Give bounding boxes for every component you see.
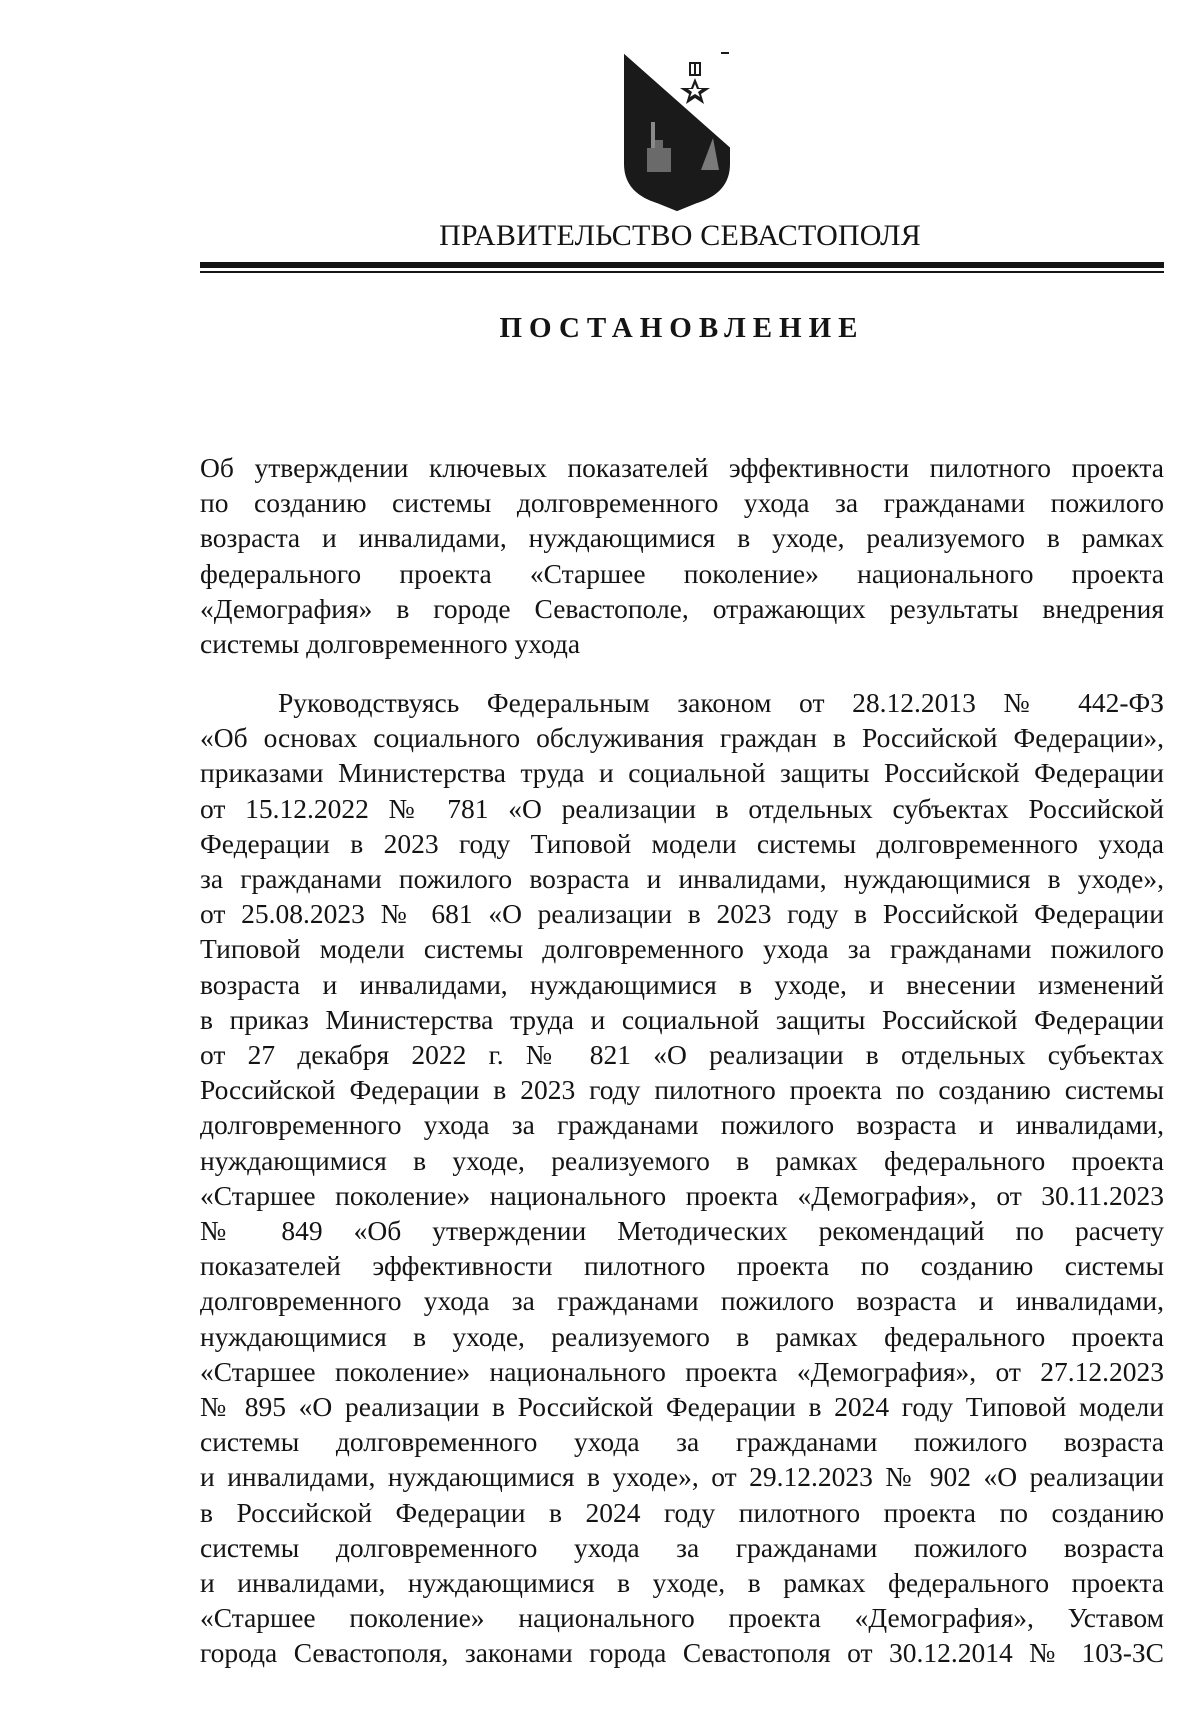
body-line: № 849 «Об утверждении Методических рекомендаций по расчету: [200, 1215, 1164, 1247]
header-divider-thick: [200, 262, 1164, 268]
body-line: нуждающимися в уходе, реализуемого в рамках федерального проекта: [200, 1320, 1164, 1352]
body-line: возраста и инвалидами, нуждающимися в уходе, и внесении изменений: [200, 968, 1164, 1000]
body-line: за гражданами пожилого возраста и инвалидами, нуждающимися в уходе»,: [200, 863, 1164, 895]
body-line: от 27 декабря 2022 г. № 821 «О реализации в отдельных субъектах: [200, 1039, 1164, 1071]
body-line: № 895 «О реализации в Российской Федерации в 2024 году Типовой модели: [200, 1391, 1164, 1423]
body-line: приказами Министерства труда и социальной защиты Российской Федерации: [200, 757, 1164, 789]
body-line: «Об основах социального обслуживания граждан в Российской Федерации»,: [200, 722, 1164, 754]
subject-line: федерального проекта «Старшее поколение» национального проекта: [200, 557, 1164, 589]
body-line: в Российской Федерации в 2024 году пилотного проекта по созданию: [200, 1496, 1164, 1528]
subject-line: Об утверждении ключевых показателей эффективности пилотного проекта: [200, 452, 1164, 483]
header-divider-thin: [200, 271, 1164, 273]
body-line: долговременного ухода за гражданами пожилого возраста и инвалидами,: [200, 1109, 1164, 1141]
body-line: и инвалидами, нуждающимися в уходе», от 29.12.2023 № 902 «О реализации: [200, 1461, 1164, 1493]
body-line: Типовой модели системы долговременного ухода за гражданами пожилого: [200, 933, 1164, 965]
body-line: нуждающимися в уходе, реализуемого в рамках федерального проекта: [200, 1144, 1164, 1176]
government-name: ПРАВИТЕЛЬСТВО СЕВАСТОПОЛЯ: [439, 219, 921, 252]
body-line: показателей эффективности пилотного проекта по созданию системы: [200, 1250, 1164, 1282]
body-line: «Старшее поколение» национального проекта «Демография», Уставом: [200, 1602, 1164, 1634]
body-line: и инвалидами, нуждающимися в уходе, в рамках федерального проекта: [200, 1567, 1164, 1599]
body-line: Российской Федерации в 2023 году пилотного проекта по созданию системы: [200, 1074, 1164, 1106]
subject-line: по созданию системы долговременного ухода за гражданами пожилого: [200, 487, 1164, 519]
document-body: [200, 685, 1164, 1671]
body-line: от 15.12.2022 № 781 «О реализации в отдельных субъектах Российской: [200, 792, 1164, 824]
subject-line: «Демография» в городе Севастополе, отражающих результаты внедрения: [200, 592, 1164, 624]
body-line: Руководствуясь Федеральным законом от 28.12.2013 № 442-ФЗ: [278, 687, 1164, 718]
body-line: в приказ Министерства труда и социальной защиты Российской Федерации: [200, 1003, 1164, 1035]
document-subject: [200, 450, 1164, 661]
body-line: системы долговременного ухода за гражданами пожилого возраста: [200, 1426, 1164, 1458]
body-line: города Севастополя, законами города Севастополя от 30.12.2014 № 103-ЗС: [200, 1637, 1164, 1669]
document-type-title: ПОСТАНОВЛЕНИЕ: [499, 312, 865, 344]
subject-line: возраста и инвалидами, нуждающимися в уходе, реализуемого в рамках: [200, 522, 1164, 554]
body-line: «Старшее поколение» национального проекта «Демография», от 27.12.2023: [200, 1355, 1164, 1387]
sevastopol-coat-of-arms-icon: [617, 52, 737, 212]
body-line: системы долговременного ухода за гражданами пожилого возраста: [200, 1531, 1164, 1563]
subject-line: системы долговременного ухода: [200, 628, 581, 660]
body-line: Федерации в 2023 году Типовой модели системы долговременного ухода: [200, 827, 1164, 859]
body-line: «Старшее поколение» национального проекта «Демография», от 30.11.2023: [200, 1179, 1164, 1211]
body-line: долговременного ухода за гражданами пожилого возраста и инвалидами,: [200, 1285, 1164, 1317]
body-line: от 25.08.2023 № 681 «О реализации в 2023 году в Российской Федерации: [200, 898, 1164, 930]
